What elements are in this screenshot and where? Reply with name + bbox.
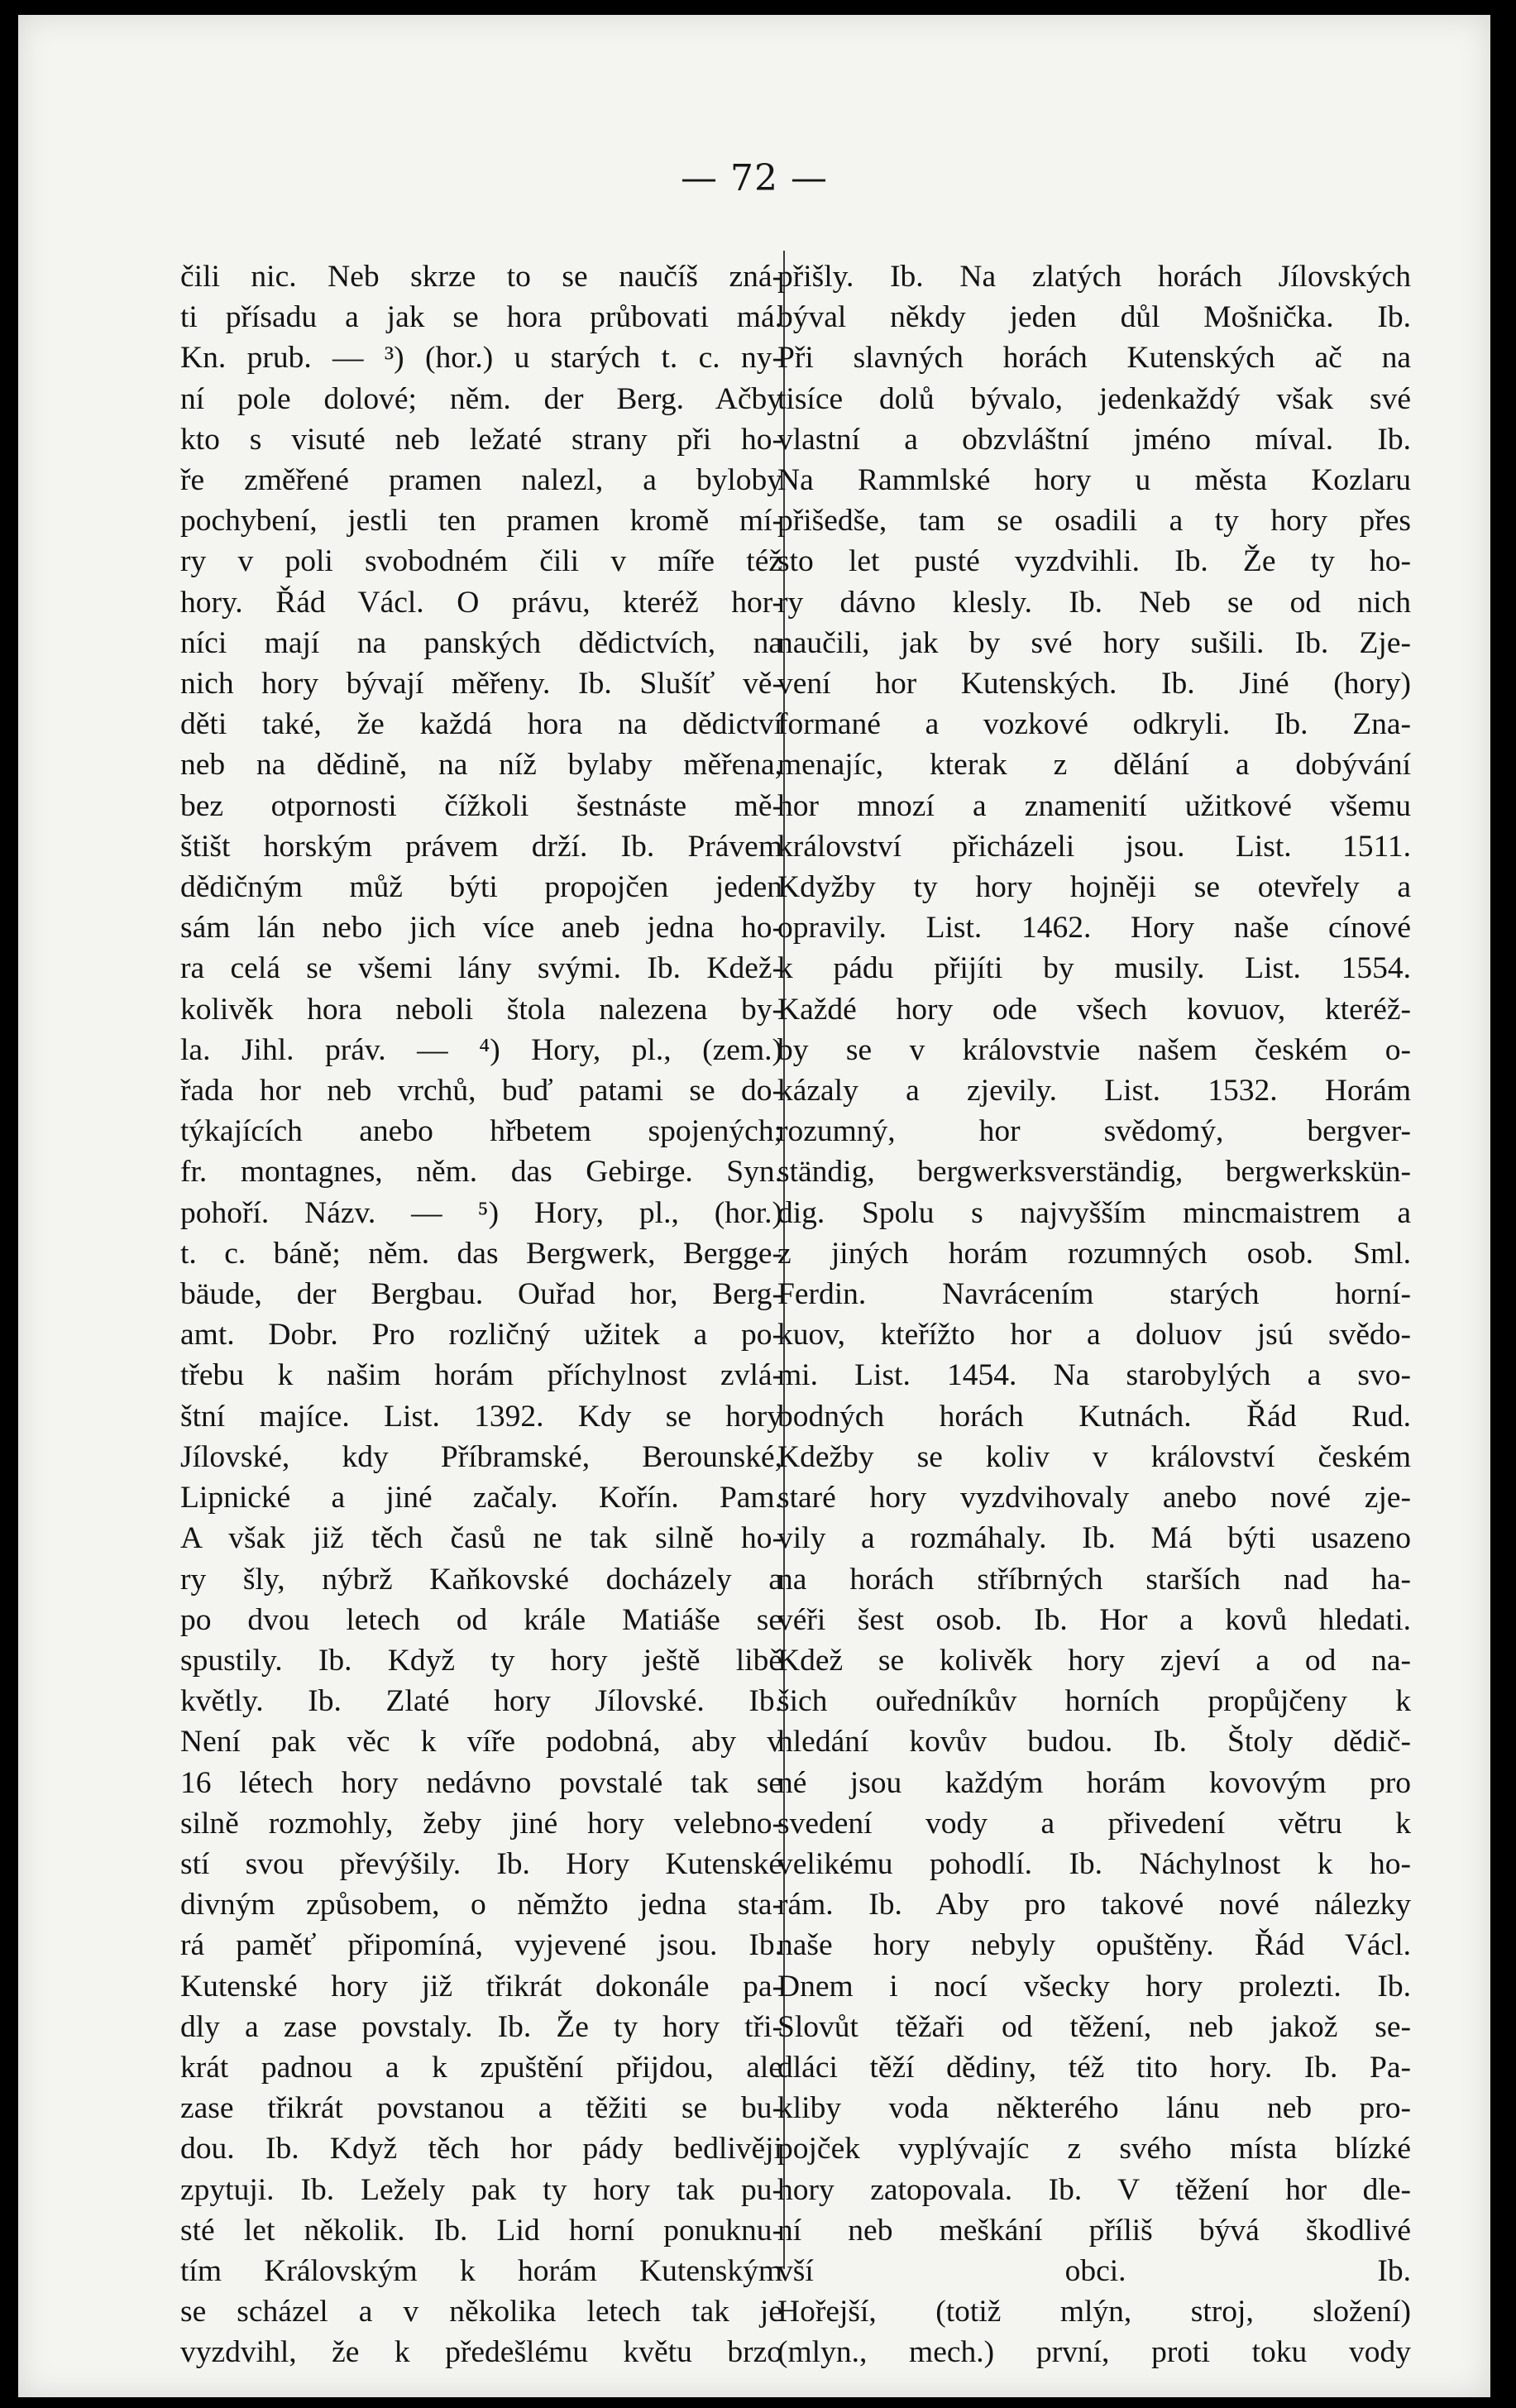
right-column-line: mi. List. 1454. Na starobylých a svo-	[777, 1358, 1411, 1393]
right-column-line: Kdyžby ty hory hojněji se otevřely a	[777, 870, 1411, 905]
left-column-line: dly a zase povstaly. Ib. Že ty hory tři-	[180, 2009, 782, 2044]
right-column-line: Každé hory ode všech kovuov, kteréž-	[777, 992, 1411, 1027]
right-column-line: býval někdy jeden důl Mošnička. Ib.	[777, 300, 1411, 335]
left-column-line: fr. montagnes, něm. das Gebirge. Syn.	[180, 1155, 782, 1190]
left-column-line: řada hor neb vrchů, buď patami se do-	[180, 1074, 782, 1108]
left-column-line: dědičným můž býti propojčen jeden	[180, 870, 782, 905]
right-column-line: by se v královstvie našem českém o-	[777, 1032, 1411, 1067]
left-column-line: rá paměť připomíná, vyjevené jsou. Ib.	[180, 1928, 782, 1963]
right-column-line: sto let pusté vyzdvihli. Ib. Že ty ho-	[777, 544, 1411, 579]
right-column-line: né jsou každým horám kovovým pro	[777, 1765, 1411, 1800]
right-column-line: Slovůt těžaři od těžení, neb jakož se-	[777, 2009, 1411, 2044]
right-column-line: přišedše, tam se osadili a ty hory přes	[777, 504, 1411, 539]
left-column-line: nich hory bývají měřeny. Ib. Slušíť vě-	[180, 667, 782, 701]
left-column-line: ře změřené pramen nalezl, a byloby	[180, 463, 782, 498]
right-column-line: na horách stříbrných starších nad ha-	[777, 1562, 1411, 1597]
left-column-line: neb na dědině, na níž bylaby měřena,	[180, 748, 782, 783]
left-column-line: štišt horským právem drží. Ib. Právem	[180, 829, 782, 864]
right-column-line: velikému pohodlí. Ib. Náchylnost k ho-	[777, 1846, 1411, 1881]
right-column-line: Kdež se kolivěk hory zjeví a od na-	[777, 1643, 1411, 1678]
right-column-line: vení hor Kutenských. Ib. Jiné (hory)	[777, 667, 1411, 701]
left-column-line: dou. Ib. Když těch hor pády bedlivěji	[180, 2132, 782, 2166]
right-column-line: k pádu přijíti by musily. List. 1554.	[777, 951, 1411, 986]
left-column-line: po dvou letech od krále Matiáše se	[180, 1602, 782, 1637]
left-column-line: sté let několik. Ib. Lid horní ponuknu-	[180, 2213, 782, 2248]
left-column-line: níci mají na panských dědictvích, na	[180, 625, 782, 660]
left-column-line: bez otpornosti čížkoli šestnáste mě-	[180, 788, 782, 823]
left-column-line: ry šly, nýbrž Kaňkovské docházely a	[180, 1562, 782, 1597]
right-column-line: Kdežby se koliv v království českém	[777, 1439, 1411, 1474]
left-column-line: krát padnou a k zpuštění přijdou, ale	[180, 2050, 782, 2085]
right-column-line: dig. Spolu s najvyšším mincmaistrem a	[777, 1195, 1411, 1230]
left-column-line: 16 létech hory nedávno povstalé tak se	[180, 1765, 782, 1800]
right-column-line: šich ouředníkův horních propůjčeny k	[777, 1684, 1411, 1719]
right-column-line: Ferdin. Navrácením starých horní-	[777, 1277, 1411, 1312]
left-column-line: třebu k našim horám příchylnost zvlá-	[180, 1358, 782, 1393]
left-column-line: spustily. Ib. Když ty hory ještě libě	[180, 1643, 782, 1678]
left-column-line: divným způsobem, o němžto jedna sta-	[180, 1888, 782, 1922]
left-column-line: sám lán nebo jich více aneb jedna ho-	[180, 911, 782, 945]
page-number: — 72 —	[681, 157, 828, 199]
left-column-line: Jílovské, kdy Příbramské, Berounské,	[180, 1439, 782, 1474]
right-column-line: (mlyn., mech.) první, proti toku vody	[777, 2335, 1411, 2370]
right-column-line: naučili, jak by své hory sušili. Ib. Zje-	[777, 625, 1411, 660]
right-column-line: kuov, kteřížto hor a doluov jsú svědo-	[777, 1318, 1411, 1352]
right-column-line: staré hory vyzdvihovaly anebo nové zje-	[777, 1481, 1411, 1515]
right-column-line: hor mnozí a znamenití užitkové všemu	[777, 788, 1411, 823]
right-column-line: rám. Ib. Aby pro takové nové nálezky	[777, 1888, 1411, 1922]
right-column-line: naše hory nebyly opuštěny. Řád Václ.	[777, 1928, 1411, 1963]
left-column-line: silně rozmohly, žeby jiné hory velebno-	[180, 1806, 782, 1841]
right-column-line: ständig, bergwerksverständig, bergwerkskün-	[777, 1155, 1411, 1190]
left-column-line: kolivěk hora neboli štola nalezena by-	[180, 992, 782, 1027]
right-column-line: kázaly a zjevily. List. 1532. Horám	[777, 1074, 1411, 1108]
left-column-line: ti přísadu a jak se hora průbovati má.	[180, 300, 782, 335]
right-column-line: rozumný, hor svědomý, bergver-	[777, 1114, 1411, 1149]
left-column-line: Lipnické a jiné začaly. Kořín. Pam.	[180, 1481, 782, 1515]
right-column-line: hory zatopovala. Ib. V těžení hor dle-	[777, 2172, 1411, 2207]
right-column-line: z jiných horám rozumných osob. Sml.	[777, 1236, 1411, 1271]
left-column-line: štní majíce. List. 1392. Kdy se hory	[180, 1399, 782, 1434]
right-column-line: svedení vody a přivedení větru k	[777, 1806, 1411, 1841]
left-column	[180, 256, 782, 2373]
right-column-line: tisíce dolů bývalo, jedenkaždý však své	[777, 381, 1411, 416]
left-column-line: stí svou převýšily. Ib. Hory Kutenské	[180, 1846, 782, 1881]
left-column-line: ra celá se všemi lány svými. Ib. Kdež-	[180, 951, 782, 986]
right-column-line: menajíc, kterak z dělání a dobývání	[777, 748, 1411, 783]
left-column-line: A však již těch časů ne tak silně ho-	[180, 1521, 782, 1556]
left-column-line: Není pak věc k víře podobná, aby v	[180, 1725, 782, 1759]
right-column-line: království přicházeli jsou. List. 1511.	[777, 829, 1411, 864]
right-column-line: přišly. Ib. Na zlatých horách Jílovských	[777, 260, 1411, 294]
left-column-line: Kutenské hory již třikrát dokonále pa-	[180, 1969, 782, 2003]
left-column-line: ní pole dolové; něm. der Berg. Ačby	[180, 381, 782, 416]
left-column-line: týkajících anebo hřbetem spojených;	[180, 1114, 782, 1149]
left-column-line: vyzdvihl, že k předešlému květu brzo	[180, 2335, 782, 2370]
right-column-line: bodných horách Kutnách. Řád Rud.	[777, 1399, 1411, 1434]
left-column-line: amt. Dobr. Pro rozličný užitek a po-	[180, 1318, 782, 1352]
right-column-line: véři šest osob. Ib. Hor a kovů hledati.	[777, 1602, 1411, 1637]
left-column-line: děti také, že každá hora na dědictví	[180, 707, 782, 742]
right-column-line: pojček vyplývajíc z svého místa blízké	[777, 2132, 1411, 2166]
left-column-line: tím Královským k horám Kutenským	[180, 2253, 782, 2288]
left-column-line: se scházel a v několika letech tak je	[180, 2295, 782, 2329]
right-column-line: opravily. List. 1462. Hory naše cínové	[777, 911, 1411, 945]
left-column-line: pochybení, jestli ten pramen kromě mí-	[180, 504, 782, 539]
left-column-line: bäude, der Bergbau. Ouřad hor, Berg-	[180, 1277, 782, 1312]
right-column-line: vlastní a obzvláštní jméno míval. Ib.	[777, 422, 1411, 457]
right-column-line: Hořejší, (totiž mlýn, stroj, složení)	[777, 2295, 1411, 2329]
right-column-line: dláci těží dědiny, též tito hory. Ib. Pa-	[777, 2050, 1411, 2085]
right-column-line: kliby voda některého lánu neb pro-	[777, 2091, 1411, 2126]
right-column-line: hledání kovův budou. Ib. Štoly dědič-	[777, 1725, 1411, 1759]
left-column-line: la. Jihl. práv. — ⁴) Hory, pl., (zem.)	[180, 1032, 782, 1067]
right-column-line: Při slavných horách Kutenských ač na	[777, 341, 1411, 376]
right-column-line: ry dávno klesly. Ib. Neb se od nich	[777, 585, 1411, 620]
book-page	[18, 15, 1490, 2397]
right-column-line: vily a rozmáhaly. Ib. Má býti usazeno	[777, 1521, 1411, 1556]
left-column-line: pohoří. Názv. — ⁵) Hory, pl., (hor.)	[180, 1195, 782, 1230]
right-column-line: Dnem i nocí všecky hory prolezti. Ib.	[777, 1969, 1411, 2003]
left-column-line: kto s visuté neb ležaté strany při ho-	[180, 422, 782, 457]
right-column-line: ní neb meškání příliš bývá škodlivé	[777, 2213, 1411, 2248]
left-column-line: květly. Ib. Zlaté hory Jílovské. Ib.	[180, 1684, 782, 1719]
left-column-line: t. c. báně; něm. das Bergwerk, Bergge-	[180, 1236, 782, 1271]
left-column-line: čili nic. Neb skrze to se naučíš zná-	[180, 260, 782, 294]
right-column-line: Na Rammlské hory u města Kozlaru	[777, 463, 1411, 498]
left-column-line: zase třikrát povstanou a těžiti se bu-	[180, 2091, 782, 2126]
left-column-line: hory. Řád Václ. O právu, kteréž hor-	[180, 585, 782, 620]
right-column-line: formané a vozkové odkryli. Ib. Zna-	[777, 707, 1411, 742]
right-column	[777, 256, 1411, 2373]
right-column-line: vší obci. Ib.	[777, 2253, 1411, 2288]
left-column-line: ry v poli svobodném čili v míře též	[180, 544, 782, 579]
left-column-line: Kn. prub. — ³) (hor.) u starých t. c. ny-	[180, 341, 782, 376]
left-column-line: zpytuji. Ib. Ležely pak ty hory tak pu-	[180, 2172, 782, 2207]
